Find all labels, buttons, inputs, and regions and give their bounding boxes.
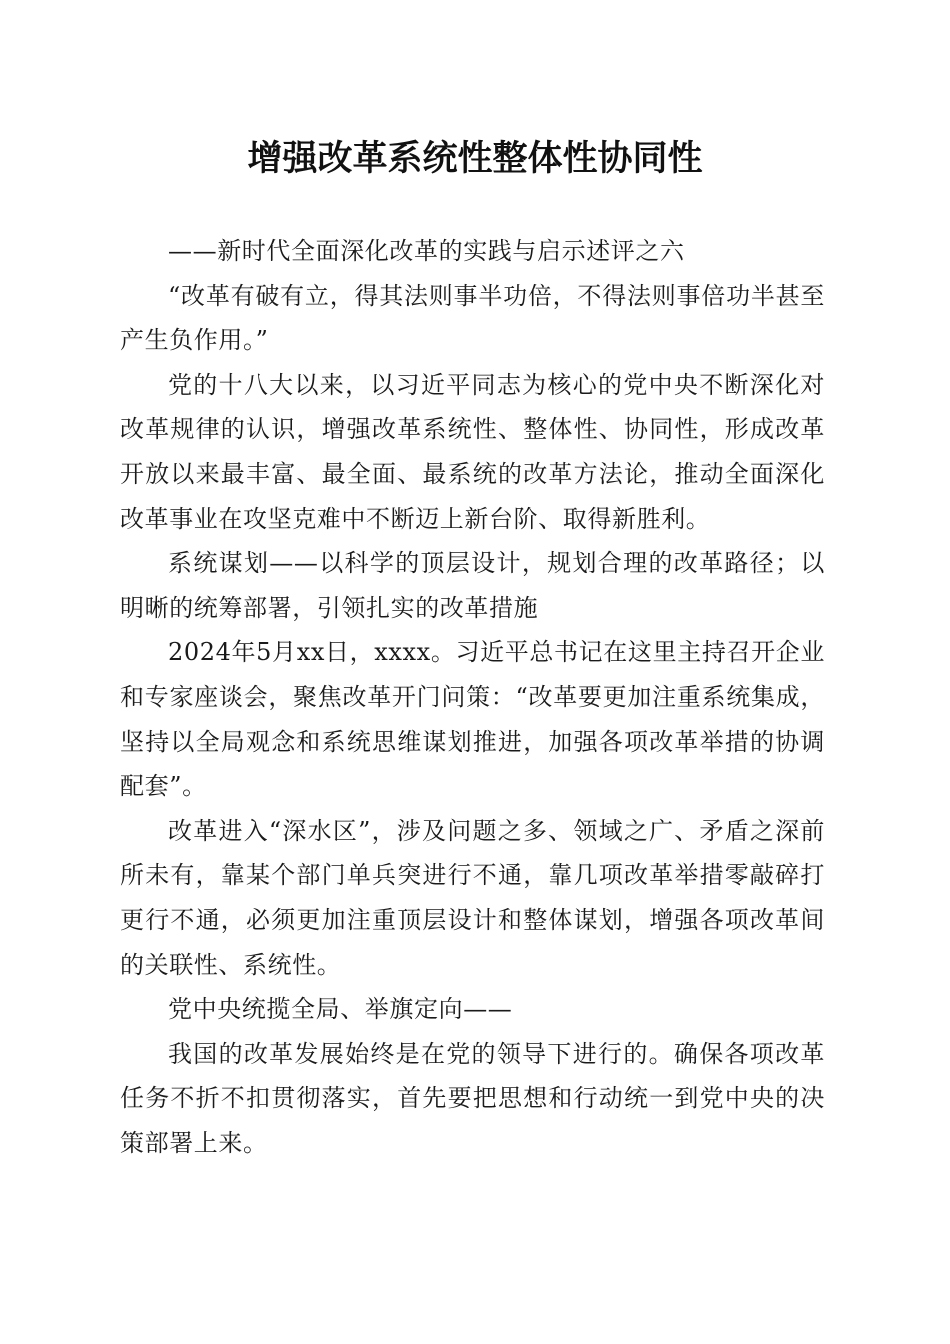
paragraph-section-heading: 系统谋划——以科学的顶层设计，规划合理的改革路径；以明晰的统筹部署，引领扎实的改革措施 (120, 549, 825, 622)
document-body (120, 229, 825, 1165)
paragraph: 党的十八大以来，以习近平同志为核心的党中央不断深化对改革规律的认识，增强改革系统性、整体性、协同性，形成改革开放以来最丰富、最全面、最系统的改革方法论，推动全面深化改革事业在攻坚克难中不断迈上新台阶、取得新胜利。 (120, 370, 825, 533)
paragraph: 2024年5月xx日，xxxx。习近平总书记在这里主持召开企业和专家座谈会，聚焦改革开门问策：“改革要更加注重系统集成，坚持以全局观念和系统思维谋划推进，加强各项改革举措的协调配套”。 (120, 638, 825, 801)
paragraph: 党中央统揽全局、举旗定向—— (168, 995, 513, 1024)
document-subtitle: ——新时代全面深化改革的实践与启示述评之六 (168, 237, 685, 265)
paragraph-quote: “改革有破有立，得其法则事半功倍，不得法则事倍功半甚至产生负作用。” (120, 281, 825, 355)
paragraph: 我国的改革发展始终是在党的领导下进行的。确保各项改革任务不折不扣贯彻落实，首先要把思想和行动统一到党中央的决策部署上来。 (120, 1039, 825, 1157)
paragraph: 改革进入“深水区”，涉及问题之多、领域之广、矛盾之深前所未有，靠某个部门单兵突进行不通，靠几项改革举措零敲碎打更行不通，必须更加注重顶层设计和整体谋划，增强各项改革间的关联性、系统性。 (120, 816, 825, 979)
document-title: 增强改革系统性整体性协同性 (247, 138, 703, 179)
